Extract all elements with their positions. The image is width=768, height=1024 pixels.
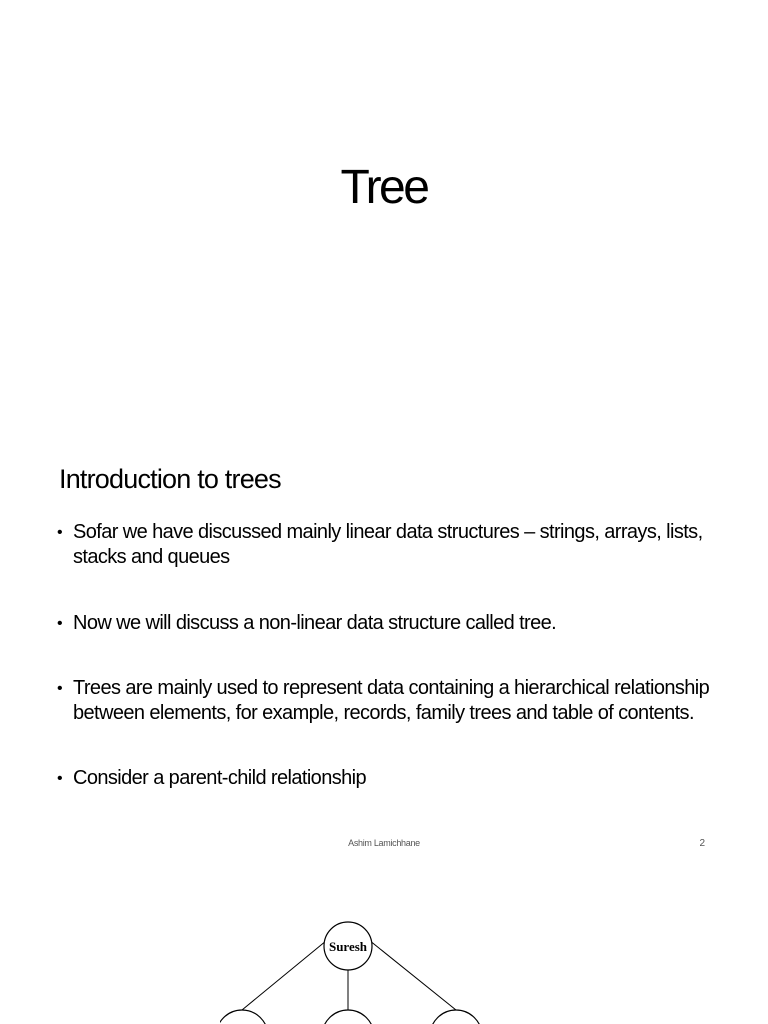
bullet-item [57,520,717,570]
tree-node-child [430,1010,482,1024]
tree-node-child [322,1010,374,1024]
tree-node-label: Suresh [328,939,368,954]
page-number: 2 [699,838,705,849]
content-slide [0,432,768,864]
title-slide [0,0,768,432]
bullet-item [57,766,717,791]
tree-edge [242,936,332,1010]
bullet-icon: • [57,615,63,632]
slide-heading: Introduction to trees [59,464,281,494]
bullet-icon: • [57,524,63,541]
footer-author: Ashim Lamichhane [348,838,420,848]
bullet-text: Sofar we have discussed mainly linear data structures – strings, arrays, lists, stacks and queues [73,521,703,568]
bullet-list [57,520,717,791]
bullet-text: Now we will discuss a non-linear data structure called tree. [73,612,557,634]
bullet-icon: • [57,680,63,697]
slide-title: Tree [340,161,428,214]
tree-diagram [220,914,540,1024]
tree-node-child [220,1010,268,1024]
tree-slide [0,864,768,1024]
bullet-text: Trees are mainly used to represent data containing a hierarchical relationship between elements, for example, records, family trees and table of contents. [73,677,710,724]
tree-edge [364,936,456,1010]
bullet-item [57,676,717,726]
bullet-icon: • [57,770,63,787]
bullet-item [57,611,717,636]
bullet-text: Consider a parent-child relationship [73,767,367,789]
